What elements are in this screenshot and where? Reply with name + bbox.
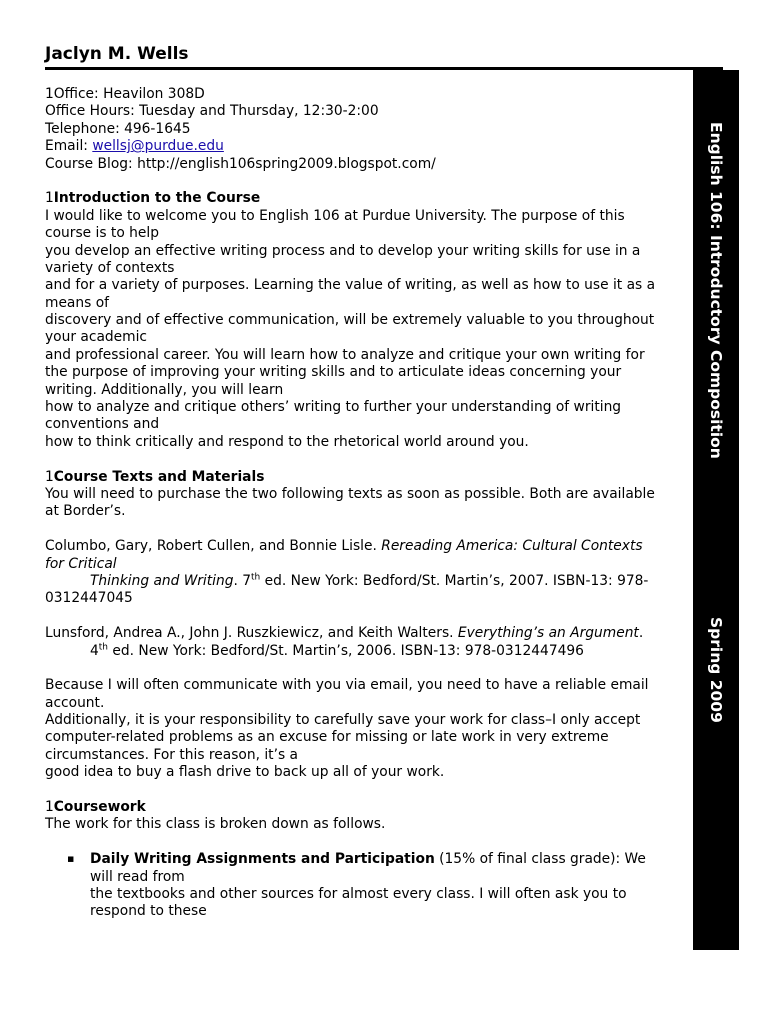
intro-line: discovery and of effective communication, will be extremely valuable to you throughout (45, 312, 655, 329)
telephone-line: Telephone: 496-1645 (45, 120, 191, 137)
intro-line: course is to help (45, 225, 159, 242)
intro-line: writing. Additionally, you will learn (45, 381, 284, 398)
intro-heading: Introduction to the Course (53, 190, 261, 207)
book1-ed-pre: . 7 (233, 572, 252, 589)
instructor-name: Jaclyn M. Wells (45, 44, 189, 64)
coursework-item-line: respond to these (90, 903, 207, 920)
book2-authors: Lunsford, Andrea A., John J. Ruszkiewicz, and Keith Walters. (45, 625, 458, 642)
book1-subtitle: Thinking and Writing (90, 572, 234, 589)
coursework-item-title: Daily Writing Assignments and Participation (90, 851, 435, 868)
intro-line: how to analyze and critique others’ writing to further your understanding of writing (45, 399, 622, 416)
book1-isbn-tail: 0312447045 (45, 590, 133, 607)
coursework-item (45, 851, 765, 868)
book1-title-cont: for Critical (45, 555, 117, 572)
intro-line: your academic (45, 329, 148, 346)
spacer (45, 451, 765, 468)
intro-line: and professional career. You will learn how to analyze and critique your own writing for (45, 346, 645, 363)
intro-line: conventions and (45, 416, 160, 433)
spacer (45, 608, 765, 625)
book2-ed-sup: th (98, 641, 109, 652)
intro-line: and for a variety of purposes. Learning the value of writing, as well as how to use it as a (45, 277, 656, 294)
book2-ed-num: 4 (90, 642, 99, 659)
email-note-line: circumstances. For this reason, it’s a (45, 746, 299, 763)
email-note-line: Additionally, it is your responsibility to carefully save your work for class–I only accept (45, 712, 641, 729)
coursework-item-desc: (15% of final class grade): We (434, 851, 646, 868)
email-note-line: good idea to buy a flash drive to back up all of your work. (45, 764, 445, 781)
email-note-line: computer-related problems as an excuse for missing or late work in very extreme (45, 729, 609, 746)
book1-citation-line1 (45, 538, 765, 555)
book1-authors: Columbo, Gary, Robert Cullen, and Bonnie Lisle. (45, 538, 382, 555)
intro-line: the purpose of improving your writing skills and to articulate ideas concerning your (45, 364, 622, 381)
email-label: Email: (45, 138, 93, 155)
texts-heading-line (45, 469, 765, 486)
coursework-heading: Coursework (53, 799, 146, 816)
spacer (45, 173, 765, 190)
texts-intro-line: at Border’s. (45, 503, 126, 520)
book2-publisher: ed. New York: Bedford/St. Martin’s, 2006. ISBN-13: 978-0312447496 (108, 642, 584, 659)
email-link[interactable]: wellsj@purdue.edu (92, 138, 224, 155)
syllabus-body (45, 86, 765, 921)
intro-line: means of (45, 294, 109, 311)
spacer (45, 782, 765, 799)
coursework-item-line: will read from (90, 868, 185, 885)
coursework-item-line: the textbooks and other sources for almost every class. I will often ask you to (90, 885, 627, 902)
section-marker: 1 (45, 190, 54, 207)
office-line: 1Office: Heavilon 308D (45, 86, 205, 102)
book1-publisher: ed. New York: Bedford/St. Martin’s, 2007. ISBN-13: 978- (260, 572, 649, 589)
intro-line: how to think critically and respond to the rhetorical world around you. (45, 433, 529, 450)
email-note-line: Because I will often communicate with you via email, you need to have a reliable email (45, 677, 649, 694)
section-marker: 1 (45, 799, 54, 816)
bullet-icon: ▪ (67, 852, 75, 866)
office-hours-line: Office Hours: Tuesday and Thursday, 12:30-2:00 (45, 103, 379, 120)
intro-line: variety of contexts (45, 259, 175, 276)
sidebar-course-title: English 106: Introductory Composition (707, 122, 725, 459)
email-note-line: account. (45, 694, 105, 711)
spacer (45, 660, 765, 677)
book2-title: Everything’s an Argument (457, 625, 639, 642)
book1-title: Rereading America: Cultural Contexts (381, 538, 643, 555)
intro-line: I would like to welcome you to English 106 at Purdue University. The purpose of this (45, 207, 625, 224)
texts-heading: Course Texts and Materials (53, 468, 265, 485)
spacer (45, 521, 765, 538)
texts-intro-line: You will need to purchase the two following texts as soon as possible. Both are available (45, 485, 655, 502)
book2-title-end: . (638, 625, 644, 642)
blog-line: Course Blog: http://english106spring2009.blogspot.com/ (45, 155, 436, 172)
intro-line: you develop an effective writing process and to develop your writing skills for use in a (45, 242, 641, 259)
sidebar-term: Spring 2009 (707, 617, 725, 723)
book2-citation-line2 (45, 643, 765, 660)
header-rule (45, 67, 723, 70)
section-marker: 1 (45, 468, 54, 485)
coursework-heading-line (45, 799, 765, 816)
intro-heading-line (45, 190, 765, 207)
coursework-intro: The work for this class is broken down as follows. (45, 816, 386, 833)
book1-citation-line3 (45, 573, 765, 590)
book1-ed-sup: th (251, 572, 261, 583)
spacer (45, 834, 765, 851)
email-line (45, 138, 765, 155)
book2-citation-line1 (45, 625, 765, 642)
